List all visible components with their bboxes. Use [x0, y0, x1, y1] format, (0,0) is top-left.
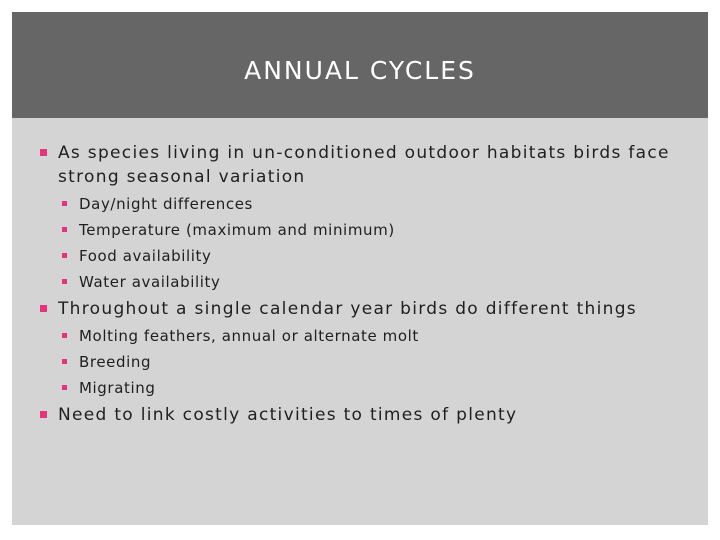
- sub-bullet-item: [62, 326, 419, 346]
- square-bullet-icon: [62, 227, 67, 232]
- square-bullet-icon: [62, 333, 67, 338]
- sub-bullet-item: [62, 378, 155, 398]
- sub-bullet-text: Molting feathers, annual or alternate molt: [79, 327, 419, 345]
- sub-bullet-text: Migrating: [79, 379, 156, 397]
- bullet-text: As species living in un-conditioned outdoor habitats birds face strong seasonal variation: [58, 143, 670, 187]
- square-bullet-icon: [62, 253, 67, 258]
- divider: [12, 118, 708, 127]
- sub-bullet-text: Food availability: [79, 247, 212, 265]
- bullet-item: [40, 141, 695, 189]
- sub-bullet-item: [62, 272, 220, 292]
- sub-bullet-text: Water availability: [79, 273, 221, 291]
- square-bullet-icon: [62, 201, 67, 206]
- sub-bullet-item: [62, 246, 212, 266]
- square-bullet-icon: [62, 359, 67, 364]
- bullet-item: [40, 403, 695, 427]
- square-bullet-icon: [62, 385, 67, 390]
- bullet-item: [40, 297, 695, 321]
- square-bullet-icon: [40, 411, 47, 418]
- square-bullet-icon: [40, 305, 47, 312]
- slide-title: ANNUAL CYCLES: [244, 55, 476, 85]
- sub-bullet-text: Day/night differences: [79, 195, 253, 213]
- slide-content: [12, 127, 708, 525]
- square-bullet-icon: [40, 149, 47, 156]
- sub-bullet-item: [62, 194, 253, 214]
- bullet-text: Need to link costly activities to times of plenty: [58, 405, 518, 425]
- square-bullet-icon: [62, 279, 67, 284]
- sub-bullet-text: Breeding: [79, 353, 152, 371]
- sub-bullet-item: [62, 352, 151, 372]
- title-band: [12, 12, 708, 118]
- sub-bullet-item: [62, 220, 395, 240]
- sub-bullet-text: Temperature (maximum and minimum): [79, 221, 395, 239]
- bullet-text: Throughout a single calendar year birds do different things: [58, 299, 637, 319]
